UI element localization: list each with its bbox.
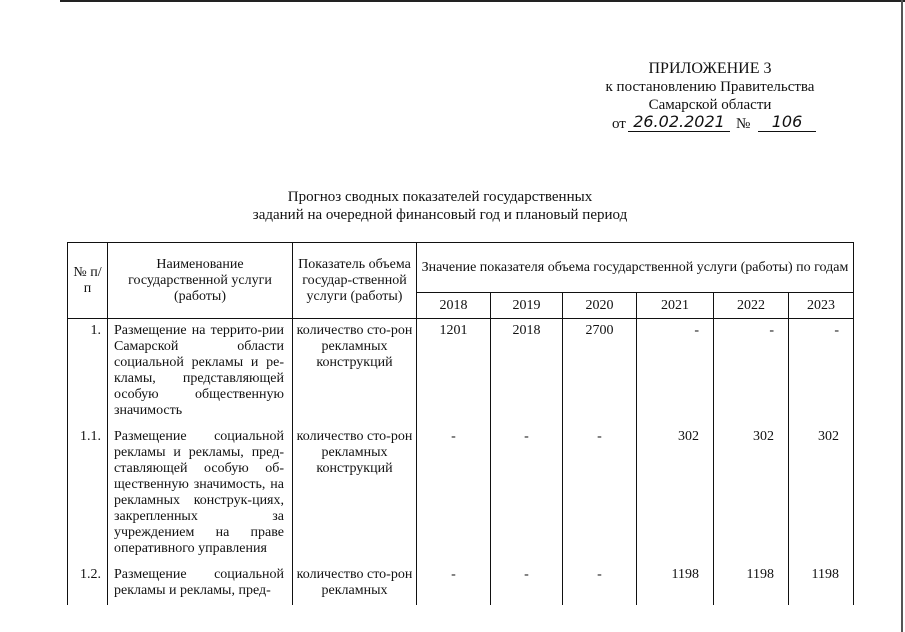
appendix-line-2: к постановлению Правительства (605, 79, 815, 95)
number-sign: № (736, 116, 751, 132)
row-value: - (491, 425, 563, 563)
row-value: 1201 (417, 319, 491, 426)
row-value: 2700 (563, 319, 637, 426)
table-row (68, 563, 854, 605)
row-value: - (417, 563, 491, 605)
row-value: 302 (714, 425, 789, 563)
handwritten-number: 106 (758, 112, 816, 132)
header-num: № п/п (68, 243, 108, 319)
row-value: 2018 (491, 319, 563, 426)
row-value: - (637, 319, 714, 426)
row-name: Размещение социальной рекламы и рекламы, пред- (108, 563, 293, 605)
row-value: 1198 (637, 563, 714, 605)
row-value: - (789, 319, 854, 426)
header-values: Значение показателя объема государственной услуги (работы) по годам (417, 243, 854, 293)
header-year: 2020 (563, 293, 637, 319)
date-prefix: от (612, 116, 626, 132)
indicators-table (67, 242, 854, 605)
row-value: - (491, 563, 563, 605)
row-value: - (714, 319, 789, 426)
handwritten-date: 26.02.2021 (628, 112, 730, 132)
document-title-line-1: Прогноз сводных показателей государственных (287, 189, 593, 205)
row-value: - (563, 563, 637, 605)
row-value: 302 (789, 425, 854, 563)
document-title (180, 188, 700, 224)
row-value: - (417, 425, 491, 563)
row-value: 1198 (714, 563, 789, 605)
header-year: 2019 (491, 293, 563, 319)
table-row (68, 425, 854, 563)
header-year: 2018 (417, 293, 491, 319)
appendix-line-3: Самарской области (648, 97, 772, 113)
row-name: Размещение на террито-рии Самарской области социальной рекламы и ре-кламы, представляющей особую общественную значимость (108, 319, 293, 426)
row-indicator: количество сто-рон рекламных конструкций (293, 425, 417, 563)
row-indicator: количество сто-рон рекламных (293, 563, 417, 605)
header-year: 2022 (714, 293, 789, 319)
appendix-title: ПРИЛОЖЕНИЕ 3 (648, 60, 772, 77)
row-num: 1. (68, 319, 108, 426)
header-indicator: Показатель объема государ-ственной услуги (работы) (293, 243, 417, 319)
scan-edge-right (901, 0, 903, 632)
row-value: 1198 (789, 563, 854, 605)
row-indicator: количество сто-рон рекламных конструкций (293, 319, 417, 426)
resolution-date-number (612, 114, 822, 136)
header-year: 2023 (789, 293, 854, 319)
row-num: 1.2. (68, 563, 108, 605)
table-row (68, 319, 854, 426)
row-num: 1.1. (68, 425, 108, 563)
header-year: 2021 (637, 293, 714, 319)
appendix-block (560, 60, 860, 114)
row-value: 302 (637, 425, 714, 563)
row-value: - (563, 425, 637, 563)
header-name: Наименование государственной услуги (работы) (108, 243, 293, 319)
row-name: Размещение социальной рекламы и рекламы, пред-ставляющей особую об-щественную значимость, на рекламных конструк-циях, закрепленных за учреждением на праве оперативного управления (108, 425, 293, 563)
scan-edge-top (60, 0, 905, 2)
document-title-line-2: заданий на очередной финансовый год и плановый период (252, 207, 628, 223)
